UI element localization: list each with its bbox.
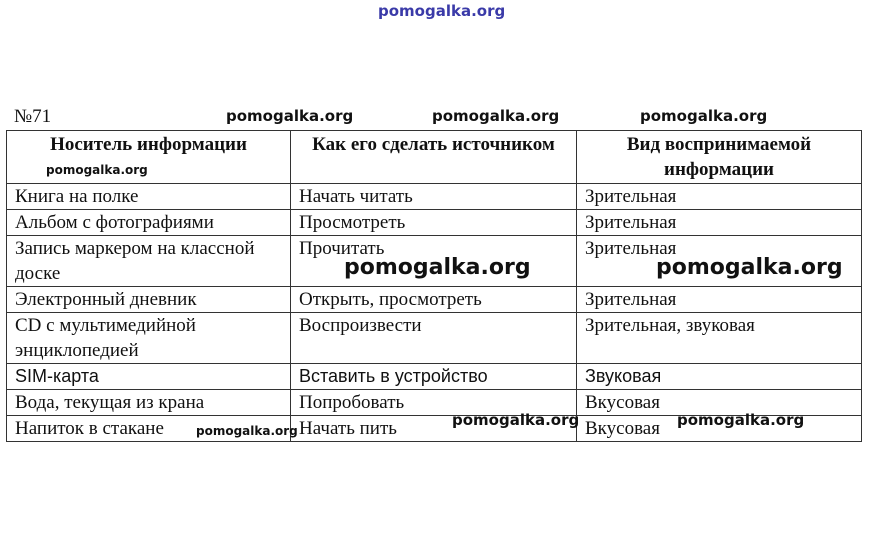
watermark-header-2: pomogalka.org: [432, 107, 560, 125]
cell-action: Попробовать: [291, 390, 577, 416]
cell-info-type: Вкусовая: [577, 390, 862, 416]
table-row: [7, 210, 862, 236]
cell-action: Открыть, просмотреть: [291, 287, 577, 313]
watermark-bottom-3: pomogalka.org: [677, 411, 805, 429]
cell-info-type: Вкусовая: [577, 416, 862, 442]
cell-medium: Альбом с фотографиями: [7, 210, 291, 236]
cell-info-type: Зрительная: [577, 236, 862, 287]
table-row: [7, 313, 862, 364]
cell-medium: CD с мультимедийной энциклопедией: [7, 313, 291, 364]
cell-action: Прочитать: [291, 236, 577, 287]
header-medium: Носитель информации: [7, 131, 291, 184]
cell-info-type: Зрительная, звуковая: [577, 313, 862, 364]
table-row: [7, 287, 862, 313]
table-row: [7, 184, 862, 210]
watermark-bottom-1: pomogalka.org: [196, 424, 298, 438]
watermark-header-1: pomogalka.org: [226, 107, 354, 125]
cell-action: Воспроизвести: [291, 313, 577, 364]
cell-medium: Запись маркером на классной доске: [7, 236, 291, 287]
watermark-top[interactable]: pomogalka.org: [378, 2, 506, 20]
cell-action: Вставить в устройство: [291, 364, 577, 390]
cell-medium: Напиток в стакане: [7, 416, 291, 442]
watermark-large-1: pomogalka.org: [344, 255, 531, 280]
header-how-to-make-source: Как его сделать источником: [291, 131, 577, 184]
header-info-type: Вид воспринимаемой информации: [577, 131, 862, 184]
cell-info-type: Звуковая: [577, 364, 862, 390]
watermark-in-header: pomogalka.org: [46, 163, 148, 177]
cell-info-type: Зрительная: [577, 184, 862, 210]
cell-info-type: Зрительная: [577, 210, 862, 236]
cell-medium: SIM-карта: [7, 364, 291, 390]
watermark-bottom-2: pomogalka.org: [452, 411, 580, 429]
task-number: №71: [14, 106, 52, 127]
cell-action: Начать читать: [291, 184, 577, 210]
table-row: [7, 364, 862, 390]
cell-info-type: Зрительная: [577, 287, 862, 313]
cell-medium: Вода, текущая из крана: [7, 390, 291, 416]
watermark-header-3: pomogalka.org: [640, 107, 768, 125]
cell-medium: Электронный дневник: [7, 287, 291, 313]
cell-medium: Книга на полке: [7, 184, 291, 210]
cell-action: Просмотреть: [291, 210, 577, 236]
watermark-large-2: pomogalka.org: [656, 255, 843, 280]
cell-action: Начать пить: [291, 416, 577, 442]
